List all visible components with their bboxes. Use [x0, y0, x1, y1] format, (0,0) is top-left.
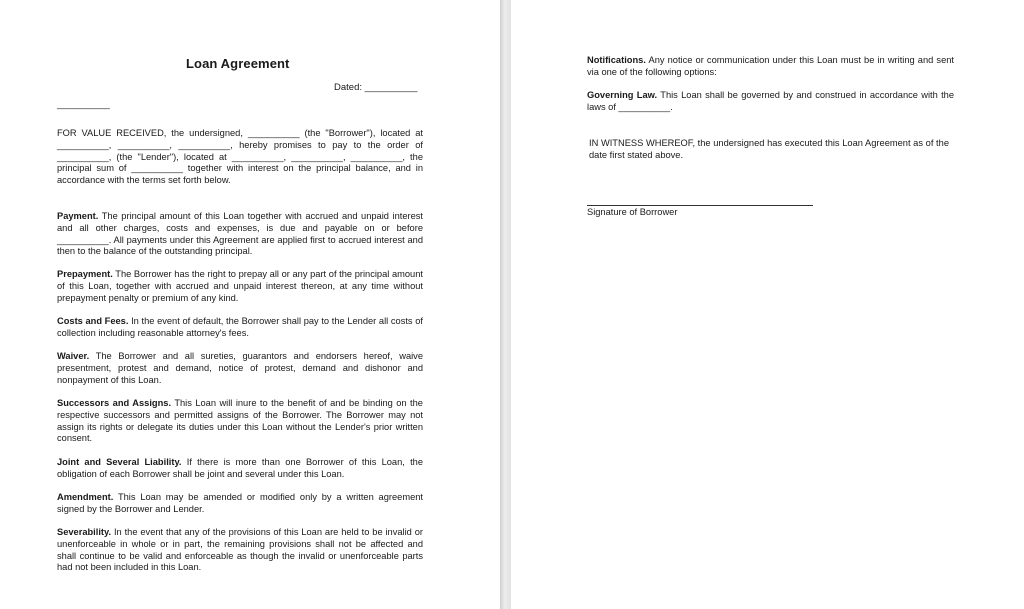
signature-line: [587, 205, 813, 206]
section-heading: Successors and Assigns.: [57, 398, 172, 408]
section-prepayment: [57, 269, 423, 304]
intro-paragraph: FOR VALUE RECEIVED, the undersigned, __________ (the "Borrower"), located at __________, __________, __________, hereby promises to pay to the order of __________, (the "Lender"), located at __________, __________, __________, the principal sum of __________ together with interest on the principal balance, and in accordance with the terms set forth below.: [57, 128, 423, 186]
section-text: In the event that any of the provisions of this Loan are held to be invalid or unenforceable in whole or in part, the remaining provisions shall not be affected and shall continue to be valid and enforceable as though the invalid or unenforceable parts had not been included in this Loan.: [57, 527, 423, 573]
section-heading: Severability.: [57, 527, 112, 537]
section-text: The principal amount of this Loan together with accrued and unpaid interest and all other charges, costs and expenses, is due and payable on or before __________. All payments under this Agreement are applied first to accrued interest and then to the balance of the outstanding principal.: [57, 211, 423, 257]
section-waiver: [57, 351, 423, 386]
dated-field: Dated: __________: [334, 82, 418, 93]
section-severability: [57, 527, 423, 574]
section-text: The Borrower and all sureties, guarantors and endorsers hereof, waive presentment, protest and demand, notice of protest, demand and dishonor and nonpayment of this Loan.: [57, 351, 423, 385]
section-successors-and-assigns: [57, 398, 423, 445]
section-text: The Borrower has the right to prepay all or any part of the principal amount of this Loan, together with accrued and unpaid interest thereon, at any time without prepayment penalty or premium of any kind.: [57, 269, 423, 303]
section-heading: Notifications.: [587, 55, 646, 65]
section-amendment: [57, 492, 423, 516]
section-heading: Waiver.: [57, 351, 90, 361]
signature-label: Signature of Borrower: [587, 207, 678, 217]
section-heading: Governing Law.: [587, 90, 658, 100]
section-heading: Amendment.: [57, 492, 114, 502]
section-text: This Loan shall be governed by and construed in accordance with the laws of __________.: [587, 90, 955, 112]
document-page-left: [0, 0, 500, 609]
section-text: This Loan may be amended or modified only by a written agreement signed by the Borrower and Lender.: [57, 492, 423, 514]
section-notifications: [587, 55, 954, 79]
section-joint-liability: [57, 457, 423, 481]
page-gutter: [500, 0, 511, 609]
section-text: Any notice or communication under this Loan must be in writing and sent via one of the following options:: [587, 55, 955, 77]
section-heading: Payment.: [57, 211, 99, 221]
document-title: Loan Agreement: [186, 56, 290, 71]
section-governing-law: [587, 90, 954, 114]
section-costs-and-fees: [57, 316, 423, 340]
section-payment: [57, 211, 423, 258]
section-heading: Joint and Several Liability.: [57, 457, 182, 467]
section-text: In the event of default, the Borrower shall pay to the Lender all costs of collection including reasonable attorney's fees.: [57, 316, 423, 338]
section-text: If there is more than one Borrower of this Loan, the obligation of each Borrower shall be joint and several under this Loan.: [57, 457, 424, 479]
witness-paragraph: IN WITNESS WHEREOF, the undersigned has executed this Loan Agreement as of the date first stated above.: [589, 138, 949, 160]
section-heading: Prepayment.: [57, 269, 113, 279]
section-text: This Loan will inure to the benefit of and be binding on the respective successors and permitted assigns of the Borrower. The Borrower may not assign its rights or delegate its duties under this Loan without the Lender's prior written consent.: [57, 398, 423, 444]
section-heading: Costs and Fees.: [57, 316, 129, 326]
dated-blank-line: __________: [57, 99, 110, 110]
